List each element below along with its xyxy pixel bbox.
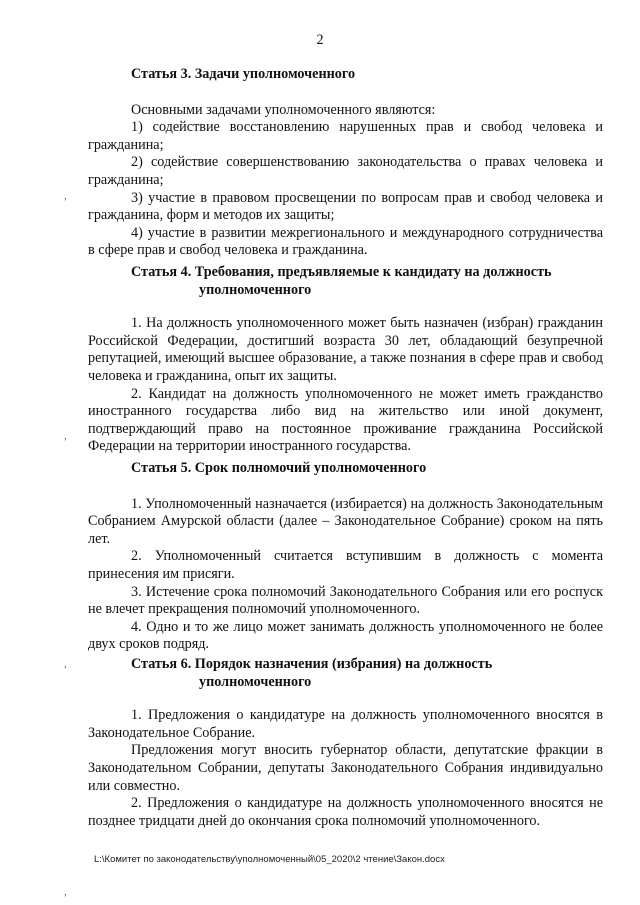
article-6-paragraph: 2. Предложения о кандидатуре на должность уполномоченного вносятся не позднее тридцати дней до окончания срока полномочий уполномоченного. <box>88 795 603 829</box>
article-3-item: 1) содействие восстановлению нарушенных прав и свобод человека и гражданина; <box>88 119 603 153</box>
footer-file-path: L:\Комитет по законодательству\уполномоченный\05_2020\2 чтение\Закон.docx <box>94 854 445 865</box>
article-5-paragraph: 4. Одно и то же лицо может занимать должность уполномоченного не более двух сроков подряд. <box>88 618 603 653</box>
article-6-paragraph: Предложения могут вносить губернатор области, депутатские фракции в Законодательном Собрании, депутаты Законодательного Собрания индивидуально или совместно. <box>88 742 603 794</box>
article-3-lead: Основными задачами уполномоченного являются: <box>131 101 436 118</box>
article-3-item: 4) участие в развитии межрегионального и международного сотрудничества в сфере прав и свобод человека и гражданина. <box>88 224 603 259</box>
article-4-paragraph: 1. На должность уполномоченного может быть назначен (избран) гражданин Российской Федерации, достигший возраста 30 лет, обладающий безупречной репутацией, имеющий высшее образование, а также познания в сфере прав и свобод человека и гражданина, опыт их защиты. <box>88 315 603 384</box>
article-6-title <box>88 656 603 691</box>
article-3-title: Статья 3. Задачи уполномоченного <box>131 66 356 82</box>
article-3-item: 3) участие в правовом просвещении по вопросам прав и свобод человека и гражданина, форм и методов их защиты; <box>88 189 603 224</box>
article-5 <box>88 460 603 654</box>
page-number: 2 <box>316 32 324 48</box>
article-6-title-line2: уполномоченного <box>199 673 312 690</box>
article-4-title-line1: Статья 4. Требования, предъявляемые к кандидату на должность <box>131 264 552 280</box>
article-4-paragraph: 2. Кандидат на должность уполномоченного не может иметь гражданство иностранного государства либо вид на жительство или иной документ, подтверждающий право на постоянное проживание гражданина Российской Федерации на территории иностранного государства. <box>88 385 603 455</box>
article-4-title <box>88 264 603 299</box>
article-3-item: 2) содействие совершенствованию законодательства о правах человека и гражданина; <box>88 154 603 188</box>
margin-mark: , <box>64 430 67 442</box>
article-5-title: Статья 5. Срок полномочий уполномоченного <box>131 460 427 476</box>
article-5-paragraph: 3. Истечение срока полномочий Законодательного Собрания или его роспуск не влечет прекращения полномочий уполномоченного. <box>88 583 603 618</box>
margin-mark: , <box>64 190 67 202</box>
margin-mark: , <box>64 658 67 670</box>
article-4 <box>88 264 603 456</box>
article-6 <box>88 656 603 830</box>
article-3 <box>88 66 603 260</box>
article-6-paragraph: 1. Предложения о кандидатуре на должность уполномоченного вносятся в Законодательное Собрание. <box>88 707 603 741</box>
margin-mark: , <box>64 886 67 898</box>
article-4-title-line2: уполномоченного <box>199 281 312 298</box>
article-6-title-line1: Статья 6. Порядок назначения (избрания) на должность <box>131 656 493 672</box>
article-5-paragraph: 2. Уполномоченный считается вступившим в должность с момента принесения им присяги. <box>88 548 603 582</box>
article-5-paragraph: 1. Уполномоченный назначается (избирается) на должность Законодательным Собранием Амурской области (далее – Законодательное Собрание) сроком на пять лет. <box>88 495 603 547</box>
